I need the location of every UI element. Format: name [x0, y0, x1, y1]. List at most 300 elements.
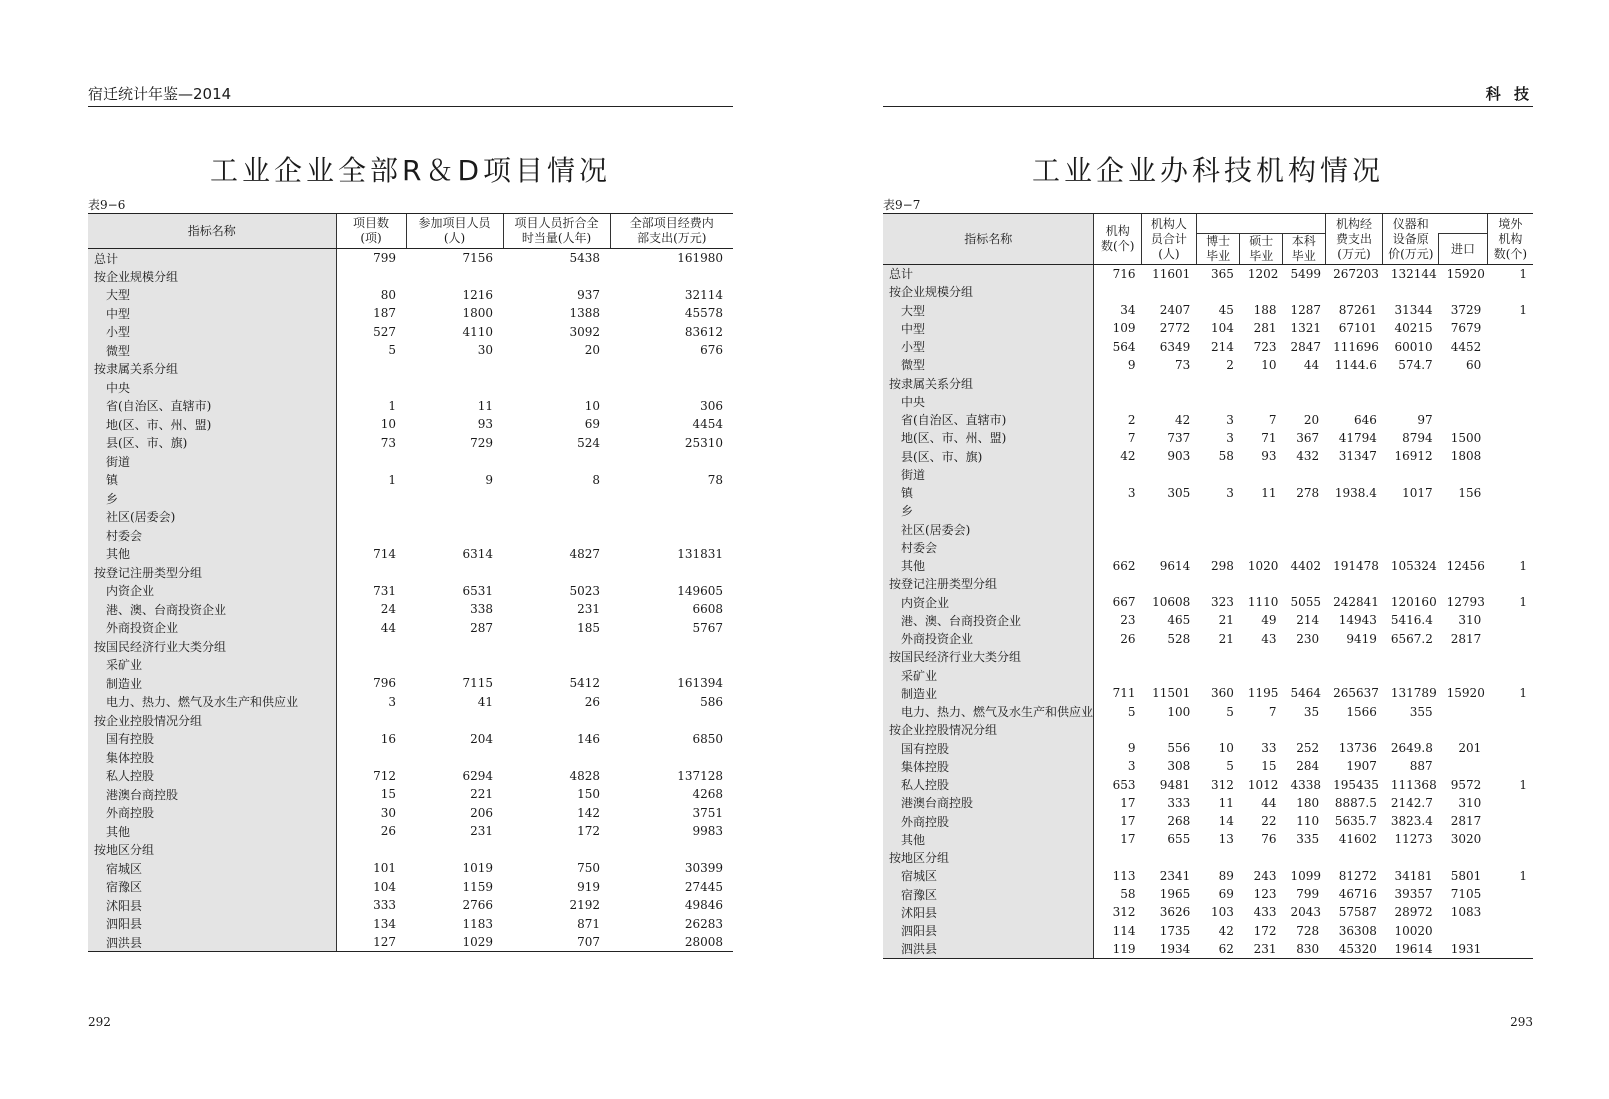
cell-value: 360	[1211, 686, 1234, 701]
header-indicator-name: 指标名称	[88, 214, 336, 249]
page-title-tech-institutions: 工业企业办科技机构情况	[1031, 153, 1384, 187]
cell-value: 123	[1253, 887, 1277, 902]
cell-value: 206	[470, 805, 493, 820]
table-row	[88, 785, 733, 804]
cell-value: 6294	[462, 768, 493, 783]
table-row	[88, 841, 733, 860]
cell-value: 268	[1167, 814, 1191, 829]
cell-value: 2649.8	[1390, 741, 1433, 756]
header-degree-group	[1196, 214, 1325, 234]
row-label: 宿城区	[88, 859, 336, 878]
cell-value	[1439, 411, 1488, 429]
cell-value	[1487, 338, 1533, 356]
cell-value	[1240, 575, 1283, 593]
cell-value: 5	[388, 343, 396, 358]
cell-value: 887	[1409, 759, 1433, 774]
cell-value	[1439, 538, 1488, 556]
table-row	[883, 484, 1533, 502]
cell-value: 45578	[684, 306, 723, 321]
cell-value: 729	[470, 435, 493, 450]
cell-value	[1240, 538, 1283, 556]
row-label: 县(区、市、旗)	[88, 434, 336, 453]
cell-value: 1965	[1159, 887, 1191, 902]
cell-value: 712	[373, 768, 396, 783]
cell-value	[406, 360, 503, 379]
cell-value	[610, 489, 733, 508]
cell-value	[1487, 812, 1533, 830]
cell-value: 4338	[1290, 777, 1322, 792]
cell-value: 6608	[692, 602, 723, 617]
cell-value: 10608	[1152, 595, 1191, 610]
cell-value: 7	[1268, 412, 1277, 427]
table-row	[88, 415, 733, 434]
cell-value	[1325, 502, 1383, 520]
cell-value: 3823.4	[1390, 814, 1433, 829]
row-label: 街道	[883, 465, 1094, 483]
cell-value: 161980	[677, 251, 723, 265]
cell-value: 6314	[462, 546, 493, 561]
cell-value: 1183	[462, 916, 493, 931]
cell-value	[1142, 392, 1197, 410]
cell-value: 9572	[1450, 777, 1482, 792]
cell-value	[503, 711, 610, 730]
row-label: 电力、热力、燃气及水生产和供应业	[88, 693, 336, 712]
cell-value	[1383, 648, 1439, 666]
row-label: 采矿业	[883, 666, 1094, 684]
cell-value	[1487, 465, 1533, 483]
cell-value	[336, 656, 406, 675]
table-row	[88, 563, 733, 582]
cell-value: 1099	[1290, 868, 1322, 883]
row-label: 制造业	[88, 674, 336, 693]
cell-value: 4827	[569, 546, 600, 561]
cell-value: 1931	[1439, 940, 1488, 958]
cell-value: 10	[380, 417, 396, 432]
cell-value: 15	[1261, 759, 1277, 774]
cell-value: 9	[1127, 357, 1136, 372]
cell-value: 3	[388, 694, 396, 709]
row-label: 总计	[883, 265, 1094, 283]
cell-value	[406, 711, 503, 730]
table-row	[883, 922, 1533, 940]
cell-value: 1083	[1450, 905, 1482, 920]
cell-value	[336, 452, 406, 471]
cell-value: 3626	[1159, 905, 1191, 920]
cell-value: 9614	[1159, 558, 1191, 573]
table-row	[883, 739, 1533, 757]
header-phd: 博士 毕业	[1196, 234, 1240, 265]
cell-value	[1094, 283, 1142, 301]
cell-value: 2	[1226, 357, 1234, 372]
cell-value	[1383, 283, 1439, 301]
table-row	[883, 721, 1533, 739]
cell-value: 6850	[692, 731, 723, 746]
cell-value: 11	[1261, 485, 1277, 500]
cell-value	[610, 267, 733, 286]
table-row	[883, 502, 1533, 520]
cell-value: 127	[336, 933, 406, 952]
table-row	[88, 249, 733, 268]
row-label: 按国民经济行业大类分组	[883, 648, 1094, 666]
cell-value: 1159	[462, 879, 493, 894]
cell-value: 146	[577, 731, 600, 746]
cell-value	[1094, 374, 1142, 392]
cell-value: 1	[388, 398, 396, 413]
cell-value: 9983	[692, 824, 723, 839]
cell-value	[1487, 283, 1533, 301]
cell-value: 26283	[684, 916, 723, 931]
cell-value: 12456	[1446, 558, 1485, 573]
cell-value: 23	[1120, 613, 1136, 628]
row-label: 按登记注册类型分组	[883, 575, 1094, 593]
cell-value	[1142, 283, 1197, 301]
cell-value: 33	[1261, 741, 1277, 756]
table-row	[88, 619, 733, 638]
table-row	[883, 776, 1533, 794]
cell-value: 17	[1120, 795, 1136, 810]
cell-value	[1240, 666, 1283, 684]
row-label: 按国民经济行业大类分组	[88, 637, 336, 656]
table-row	[88, 859, 733, 878]
cell-value: 231	[577, 602, 600, 617]
cell-value	[1142, 666, 1197, 684]
cell-value	[1487, 429, 1533, 447]
row-label: 外商投资企业	[88, 619, 336, 638]
cell-value: 132144	[1390, 266, 1437, 281]
cell-value: 20	[1303, 412, 1320, 427]
cell-value: 45320	[1325, 940, 1383, 958]
cell-value: 31347	[1338, 449, 1377, 464]
cell-value: 231	[470, 824, 493, 839]
cell-value	[1282, 721, 1325, 739]
cell-value: 201	[1458, 741, 1482, 756]
cell-value	[1439, 721, 1488, 739]
cell-value: 11273	[1394, 832, 1433, 847]
table-row	[88, 915, 733, 934]
page-number: 292	[88, 1015, 111, 1029]
cell-value	[1094, 520, 1142, 538]
cell-value: 731	[373, 583, 396, 598]
cell-value: 26	[1120, 631, 1136, 646]
cell-value: 1216	[462, 287, 493, 302]
cell-value	[1325, 575, 1383, 593]
cell-value: 2847	[1290, 339, 1322, 354]
cell-value	[1487, 611, 1533, 629]
cell-value: 333	[373, 898, 396, 913]
cell-value: 187	[373, 306, 396, 321]
table-row	[883, 319, 1533, 337]
cell-value: 5412	[569, 676, 600, 691]
cell-value	[503, 508, 610, 527]
cell-value: 10	[1218, 741, 1234, 756]
header-institution-expenditure: 机构经 费支出 (万元)	[1325, 214, 1383, 265]
cell-value	[610, 526, 733, 545]
table-row	[88, 748, 733, 767]
table-row	[883, 301, 1533, 319]
cell-value: 737	[1167, 430, 1191, 445]
cell-value	[1196, 849, 1240, 867]
cell-value	[406, 526, 503, 545]
cell-value: 281	[1253, 321, 1277, 336]
cell-value	[1142, 849, 1197, 867]
table-row	[88, 804, 733, 823]
row-label: 微型	[883, 356, 1094, 374]
cell-value	[1487, 922, 1533, 940]
cell-value: 78	[707, 472, 723, 487]
cell-value: 214	[1211, 339, 1234, 354]
table-row	[88, 397, 733, 416]
cell-value	[1240, 721, 1283, 739]
cell-value: 871	[577, 916, 600, 931]
cell-value: 81272	[1338, 868, 1377, 883]
cell-value: 2817	[1450, 631, 1482, 646]
cell-value	[1487, 411, 1533, 429]
cell-value	[406, 637, 503, 656]
org-table-body	[883, 265, 1533, 959]
cell-value: 21	[1218, 631, 1234, 646]
cell-value: 3	[1226, 430, 1234, 445]
row-label: 镇	[88, 471, 336, 490]
cell-value	[336, 508, 406, 527]
cell-value: 11	[477, 398, 493, 413]
cell-value: 137128	[677, 768, 723, 783]
table-row	[883, 830, 1533, 848]
cell-value	[1383, 520, 1439, 538]
cell-value: 7	[1127, 430, 1136, 445]
cell-value	[1142, 538, 1197, 556]
cell-value	[1094, 465, 1142, 483]
rd-projects-table	[88, 213, 733, 952]
cell-value: 9	[485, 472, 493, 487]
cell-value	[1282, 374, 1325, 392]
row-label: 社区(居委会)	[88, 508, 336, 527]
cell-value: 24	[380, 602, 396, 617]
cell-value: 646	[1353, 412, 1377, 427]
cell-value	[336, 267, 406, 286]
cell-value	[1282, 520, 1325, 538]
cell-value: 323	[1211, 595, 1234, 610]
cell-value: 221	[470, 787, 493, 802]
cell-value: 131831	[677, 546, 723, 561]
header-institution-staff: 机构人 员合计 (人)	[1142, 214, 1197, 265]
cell-value: 93	[1261, 449, 1277, 464]
row-label: 港澳台商控股	[88, 785, 336, 804]
cell-value: 230	[1296, 631, 1320, 646]
table-row	[883, 520, 1533, 538]
cell-value	[1383, 374, 1439, 392]
cell-value	[1487, 703, 1533, 721]
cell-value	[1196, 392, 1240, 410]
row-label: 按企业控股情况分组	[88, 711, 336, 730]
cell-value: 7115	[462, 676, 493, 691]
cell-value: 104	[373, 879, 396, 894]
cell-value	[1282, 538, 1325, 556]
table-row	[883, 447, 1533, 465]
cell-value	[406, 267, 503, 286]
row-label: 乡	[88, 489, 336, 508]
cell-value: 101	[373, 861, 396, 876]
running-head-section: 科 技	[883, 84, 1533, 107]
cell-value: 12793	[1446, 595, 1485, 610]
table-row	[883, 392, 1533, 410]
row-label: 村委会	[88, 526, 336, 545]
cell-value: 5055	[1290, 595, 1322, 610]
cell-value: 527	[373, 324, 396, 339]
cell-value: 750	[577, 861, 600, 876]
cell-value: 204	[470, 731, 493, 746]
cell-value: 2772	[1159, 321, 1191, 336]
table-row	[883, 575, 1533, 593]
cell-value	[1325, 849, 1383, 867]
cell-value: 1195	[1247, 686, 1279, 701]
cell-value: 308	[1167, 759, 1191, 774]
cell-value: 104	[1211, 321, 1234, 336]
table-row	[88, 656, 733, 675]
table-row	[883, 338, 1533, 356]
cell-value: 13	[1218, 832, 1234, 847]
cell-value: 15920	[1446, 266, 1485, 281]
cell-value: 5767	[692, 620, 723, 635]
cell-value: 11601	[1152, 266, 1191, 281]
cell-value	[1487, 447, 1533, 465]
row-label: 中型	[883, 319, 1094, 337]
cell-value	[610, 508, 733, 527]
cell-value: 528	[1167, 631, 1191, 646]
row-label: 集体控股	[88, 748, 336, 767]
table-row	[88, 822, 733, 841]
table-row	[88, 693, 733, 712]
table-row	[88, 545, 733, 564]
row-label: 地(区、市、州、盟)	[883, 429, 1094, 447]
row-label: 总计	[88, 249, 336, 268]
row-label: 按隶属关系分组	[883, 374, 1094, 392]
cell-value	[1487, 794, 1533, 812]
table-row	[883, 703, 1533, 721]
cell-value: 36308	[1338, 923, 1377, 938]
row-label: 宿豫区	[883, 885, 1094, 903]
cell-value	[1487, 319, 1533, 337]
cell-value: 284	[1296, 759, 1320, 774]
row-label: 省(自治区、直辖市)	[883, 411, 1094, 429]
cell-value: 306	[700, 398, 723, 413]
cell-value	[1240, 502, 1283, 520]
table-row	[883, 538, 1533, 556]
cell-value: 76	[1261, 832, 1277, 847]
cell-value: 73	[380, 435, 396, 450]
cell-value: 1808	[1450, 449, 1482, 464]
cell-value: 1934	[1142, 940, 1197, 958]
row-label: 私人控股	[883, 776, 1094, 794]
cell-value	[1282, 648, 1325, 666]
cell-value	[1487, 575, 1533, 593]
cell-value	[503, 489, 610, 508]
cell-value	[1094, 849, 1142, 867]
cell-value: 188	[1253, 303, 1277, 318]
cell-value: 3092	[569, 324, 600, 339]
cell-value: 150	[577, 787, 600, 802]
cell-value	[336, 360, 406, 379]
cell-value: 252	[1296, 741, 1320, 756]
row-label: 宿城区	[883, 867, 1094, 885]
cell-value	[610, 360, 733, 379]
page-number: 293	[1510, 1015, 1533, 1029]
cell-value: 195435	[1333, 777, 1379, 792]
cell-value: 172	[577, 824, 600, 839]
cell-value: 58	[1218, 449, 1234, 464]
table-row	[883, 940, 1533, 958]
cell-value: 287	[470, 620, 493, 635]
row-label: 中型	[88, 304, 336, 323]
cell-value	[1383, 721, 1439, 739]
cell-value: 2	[1127, 412, 1136, 427]
cell-value: 338	[470, 602, 493, 617]
header-masters: 硕士 毕业	[1240, 234, 1283, 265]
cell-value	[610, 656, 733, 675]
table-row	[883, 849, 1533, 867]
cell-value: 1388	[569, 306, 600, 321]
cell-value	[1439, 922, 1488, 940]
cell-value	[1383, 502, 1439, 520]
cell-value: 9481	[1159, 777, 1191, 792]
cell-value: 243	[1253, 868, 1277, 883]
cell-value: 22	[1261, 814, 1277, 829]
cell-value: 1	[1519, 777, 1527, 792]
cell-value: 10	[584, 398, 600, 413]
cell-value: 1020	[1247, 558, 1279, 573]
row-label: 地(区、市、州、盟)	[88, 415, 336, 434]
cell-value: 13736	[1338, 741, 1377, 756]
cell-value	[1282, 666, 1325, 684]
cell-value: 7156	[462, 251, 493, 265]
table-row	[883, 666, 1533, 684]
table-row	[88, 360, 733, 379]
cell-value: 134	[373, 916, 396, 931]
cell-value	[406, 378, 503, 397]
cell-value: 5023	[569, 583, 600, 598]
row-label: 大型	[88, 286, 336, 305]
cell-value: 465	[1167, 613, 1191, 628]
cell-value: 432	[1296, 449, 1320, 464]
cell-value: 231	[1240, 940, 1283, 958]
cell-value	[1383, 392, 1439, 410]
cell-value: 44	[380, 620, 396, 635]
cell-value	[610, 748, 733, 767]
cell-value: 45	[1218, 303, 1234, 318]
table-row	[883, 356, 1533, 374]
table-number: 表9−7	[883, 198, 921, 212]
cell-value: 1	[1519, 686, 1527, 701]
table-row	[883, 903, 1533, 921]
cell-value	[1094, 392, 1142, 410]
table-row	[883, 648, 1533, 666]
table-row	[88, 286, 733, 305]
cell-value	[336, 378, 406, 397]
page-title-rd-projects: 工业企业全部R＆D项目情况	[209, 153, 612, 187]
cell-value	[1325, 374, 1383, 392]
cell-value: 4110	[462, 324, 493, 339]
cell-value	[1240, 520, 1283, 538]
cell-value: 298	[1211, 558, 1234, 573]
cell-value: 9	[1127, 741, 1136, 756]
table-row	[88, 304, 733, 323]
cell-value	[1487, 538, 1533, 556]
cell-value: 161394	[677, 676, 723, 691]
cell-value: 796	[373, 676, 396, 691]
row-label: 外商控股	[88, 804, 336, 823]
running-head-yearbook: 宿迁统计年鉴—2014	[88, 84, 733, 107]
cell-value	[610, 637, 733, 656]
cell-value: 1500	[1450, 430, 1482, 445]
